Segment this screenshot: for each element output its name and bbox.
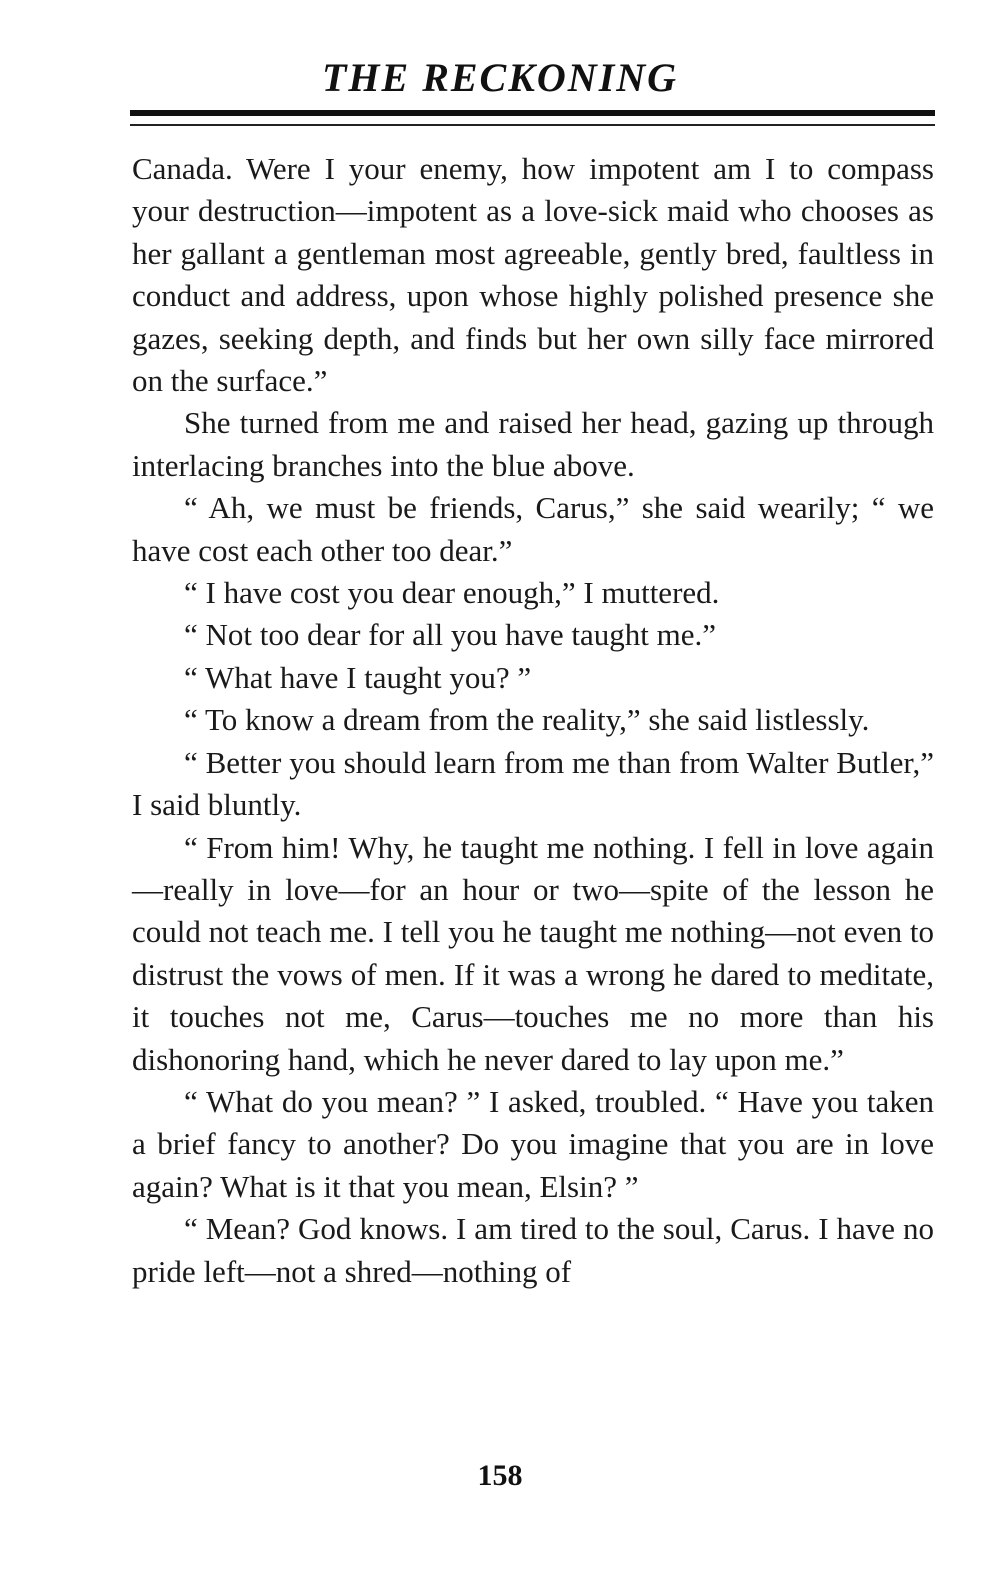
paragraph: She turned from me and raised her head, gazing up through interlacing branches into the blue above. (132, 405, 934, 483)
paragraph: “ Mean? God knows. I am tired to the soul, Carus. I have no pride left—not a shred—nothing of (132, 1211, 934, 1289)
paragraph: “ To know a dream from the reality,” she said listlessly. (184, 702, 870, 738)
header-rule-thick (130, 110, 935, 116)
paragraph: “ From him! Why, he taught me nothing. I fell in love again—really in love—for an hour or two—spite of the lesson he could not teach me. I tell you he taught me nothing—not even to distrust the vows of men. If it was a wrong he dared to meditate, it touches not me, Carus—touches me no more than his dishonoring hand, which he never dared to lay upon me.” (132, 829, 934, 1077)
paragraph-continued: Canada. Were I your enemy, how impotent am I to compass your destruction—impotent as a love-sick maid who chooses as her gallant a gentleman most agreeable, gently bred, faultless in conduct and address, upon whose highly polished presence she gazes, seeking depth, and finds but her own silly face mirrored on the surface.” (132, 151, 934, 399)
paragraph: “ I have cost you dear enough,” I muttered. (184, 575, 720, 611)
paragraph: “ Better you should learn from me than from Walter Butler,” I said bluntly. (132, 744, 934, 823)
paragraph: “ Ah, we must be friends, Carus,” she said wearily; “ we have cost each other too dear.” (132, 490, 934, 568)
header-rule-thin (130, 124, 935, 126)
running-head-title: THE RECKONING (321, 55, 679, 100)
paragraph: “ What do you mean? ” I asked, troubled. “ Have you taken a brief fancy to another? Do you imagine that you are in love again? What is it that you mean, Elsin? ” (132, 1083, 934, 1204)
body-text (132, 148, 934, 1293)
paragraph: “ Not too dear for all you have taught me.” (184, 617, 716, 653)
page-number: 158 (477, 1459, 523, 1492)
paragraph: “ What have I taught you? ” (184, 659, 532, 695)
